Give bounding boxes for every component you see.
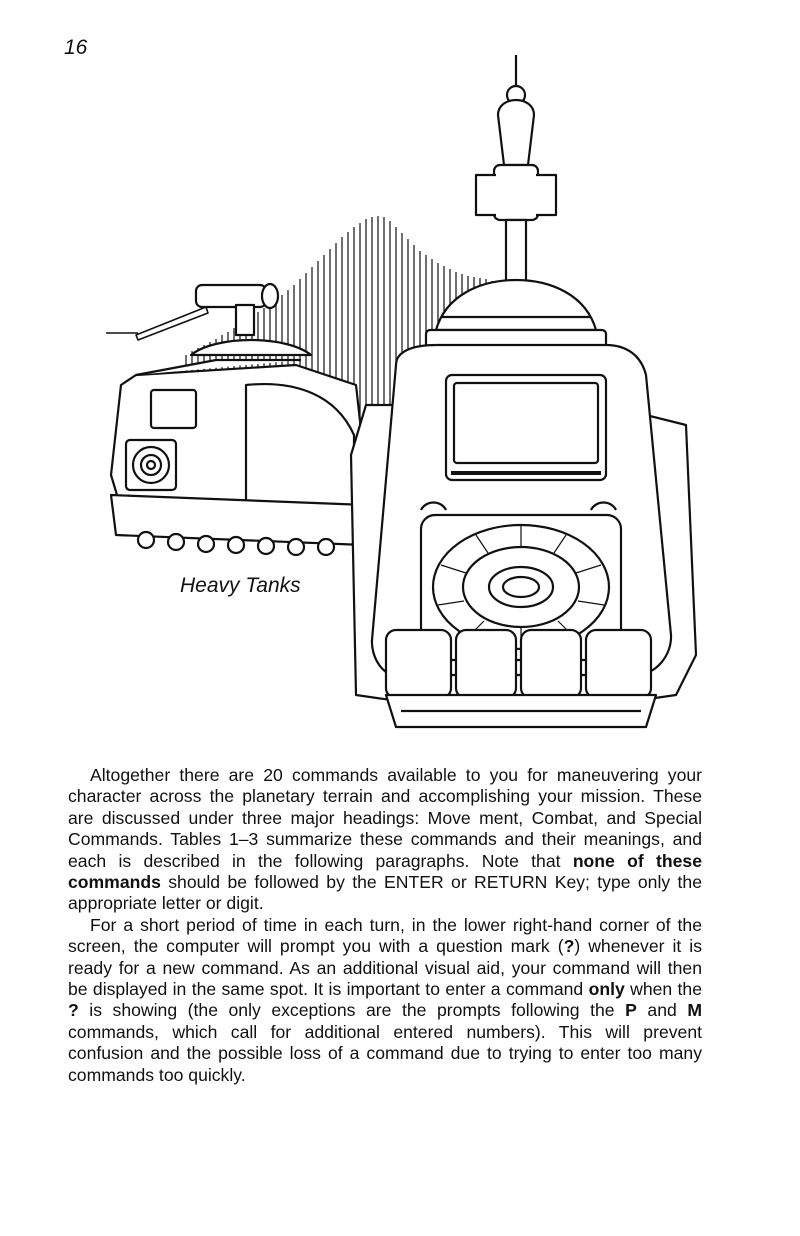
paragraph: For a short period of time in each turn, in the lower right-hand corner of the screen, the computer will prompt you with a question mark (?) whenever it is ready for a new command. As an additional visual aid, your command will then be displayed in the same spot. It is important to enter a command only when the ? is showing (the only exceptions are the prompts following the P and M commands, which call for additional entered numbers). This will prevent confusion and the possible loss of a command due to trying to enter too many commands too quickly. [68,914,702,1085]
front-tank [351,55,696,727]
heavy-tanks-illustration [96,55,716,735]
page-number: 16 [64,36,88,59]
paragraph: Altogether there are 20 commands available to you for maneuvering your character across the planetary terrain and accomplishing your mission. These are discussed under three major headings: Move ment, Combat, and Special Commands. Tables 1–3 summarize these commands and their meanings, and each is described in the following paragraphs. Note that none of these commands should be followed by the ENTER or RETURN Key; type only the appropriate letter or digit. [68,765,702,914]
illustration-caption: Heavy Tanks [176,574,305,598]
body-text [68,765,702,1086]
